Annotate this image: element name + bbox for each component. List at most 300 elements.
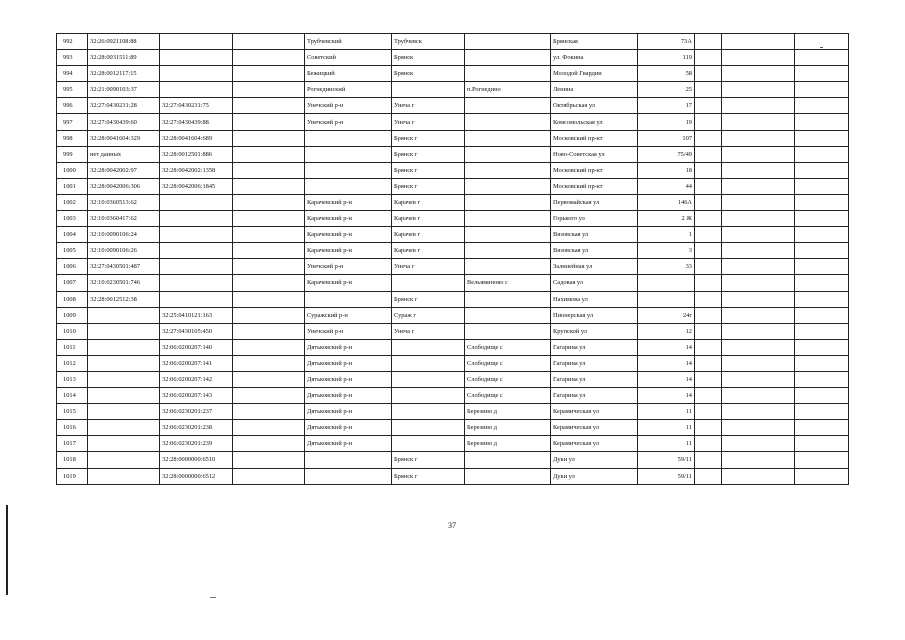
district-cell: Рогнединский: [305, 82, 392, 98]
table-row: [57, 468, 849, 484]
table-row: [57, 130, 849, 146]
cadastral-number-cell: [88, 388, 160, 404]
building-cadastral-number-cell: 32:27:0430105:450: [160, 323, 233, 339]
empty-cell: [795, 371, 849, 387]
district-cell: Унечский р-н: [305, 323, 392, 339]
empty-cell: [795, 66, 849, 82]
registry-body: [57, 34, 849, 485]
house-number-cell: 59/11: [638, 452, 695, 468]
house-number-cell: 18: [638, 162, 695, 178]
district-cell: [305, 178, 392, 194]
empty-cell: [233, 420, 305, 436]
table-row: [57, 243, 849, 259]
empty-cell: [233, 194, 305, 210]
empty-cell: [722, 291, 795, 307]
building-cadastral-number-cell: 32:28:0000000:6512: [160, 468, 233, 484]
empty-cell: [233, 355, 305, 371]
table-row: [57, 178, 849, 194]
house-number-cell: 25: [638, 82, 695, 98]
district-cell: Дятьковский р-н: [305, 420, 392, 436]
empty-cell: [795, 130, 849, 146]
cadastral-number-cell: 32:27:0430231:28: [88, 98, 160, 114]
settlement-cell: [465, 130, 551, 146]
street-cell: Садовая ул: [551, 275, 638, 291]
house-number-cell: 44: [638, 178, 695, 194]
scan-artifact-dot: [210, 597, 216, 598]
empty-cell: [722, 388, 795, 404]
empty-cell: [233, 275, 305, 291]
empty-cell: [233, 468, 305, 484]
cadastral-number-cell: 32:10:0090106:24: [88, 227, 160, 243]
city-cell: [392, 275, 465, 291]
cadastral-number-cell: 32:10:0230501:746: [88, 275, 160, 291]
empty-cell: [695, 130, 722, 146]
empty-cell: [695, 259, 722, 275]
row-number-cell: 1015: [57, 404, 88, 420]
row-number-cell: 999: [57, 146, 88, 162]
settlement-cell: [465, 291, 551, 307]
empty-cell: [722, 66, 795, 82]
street-cell: Комсомольская ул: [551, 114, 638, 130]
city-cell: Брянск г: [392, 468, 465, 484]
district-cell: Дятьковский р-н: [305, 404, 392, 420]
empty-cell: [795, 468, 849, 484]
empty-cell: [233, 114, 305, 130]
empty-cell: [233, 178, 305, 194]
house-number-cell: 1: [638, 227, 695, 243]
empty-cell: [233, 211, 305, 227]
building-cadastral-number-cell: [160, 82, 233, 98]
empty-cell: [233, 388, 305, 404]
empty-cell: [233, 452, 305, 468]
cadastral-number-cell: 32:10:0360513:62: [88, 194, 160, 210]
cadastral-number-cell: [88, 339, 160, 355]
empty-cell: [795, 452, 849, 468]
empty-cell: [695, 194, 722, 210]
table-row: [57, 307, 849, 323]
settlement-cell: [465, 211, 551, 227]
district-cell: Бежицкий: [305, 66, 392, 82]
table-row: [57, 66, 849, 82]
row-number-cell: 1014: [57, 388, 88, 404]
empty-cell: [722, 355, 795, 371]
table-row: [57, 146, 849, 162]
building-cadastral-number-cell: 32:25:0410121:163: [160, 307, 233, 323]
row-number-cell: 995: [57, 82, 88, 98]
row-number-cell: 1017: [57, 436, 88, 452]
empty-cell: [722, 307, 795, 323]
empty-cell: [695, 146, 722, 162]
empty-cell: [722, 211, 795, 227]
cadastral-number-cell: 32:28:0041604:329: [88, 130, 160, 146]
property-registry-table: [56, 33, 849, 485]
city-cell: [392, 355, 465, 371]
building-cadastral-number-cell: 32:28:0012501:886: [160, 146, 233, 162]
settlement-cell: Слободище с: [465, 371, 551, 387]
empty-cell: [795, 194, 849, 210]
empty-cell: [233, 339, 305, 355]
district-cell: Советский: [305, 50, 392, 66]
district-cell: Дятьковский р-н: [305, 371, 392, 387]
empty-cell: [795, 323, 849, 339]
house-number-cell: 14: [638, 371, 695, 387]
empty-cell: [795, 50, 849, 66]
empty-cell: [695, 34, 722, 50]
empty-cell: [795, 291, 849, 307]
empty-cell: [695, 404, 722, 420]
table-row: [57, 452, 849, 468]
cadastral-number-cell: [88, 420, 160, 436]
settlement-cell: [465, 259, 551, 275]
building-cadastral-number-cell: 32:28:0042002:1358: [160, 162, 233, 178]
district-cell: Карачевский р-н: [305, 275, 392, 291]
row-number-cell: 1002: [57, 194, 88, 210]
table-row: [57, 420, 849, 436]
building-cadastral-number-cell: 32:27:0430231:75: [160, 98, 233, 114]
empty-cell: [795, 404, 849, 420]
empty-cell: [795, 82, 849, 98]
empty-cell: [695, 291, 722, 307]
row-number-cell: 1012: [57, 355, 88, 371]
district-cell: Унечский р-н: [305, 98, 392, 114]
district-cell: [305, 468, 392, 484]
empty-cell: [795, 211, 849, 227]
empty-cell: [233, 82, 305, 98]
settlement-cell: [465, 66, 551, 82]
row-number-cell: 1009: [57, 307, 88, 323]
district-cell: Карачевский р-н: [305, 194, 392, 210]
house-number-cell: 14: [638, 355, 695, 371]
table-row: [57, 50, 849, 66]
row-number-cell: 993: [57, 50, 88, 66]
house-number-cell: 33: [638, 259, 695, 275]
empty-cell: [795, 178, 849, 194]
building-cadastral-number-cell: [160, 194, 233, 210]
empty-cell: [695, 82, 722, 98]
empty-cell: [695, 227, 722, 243]
city-cell: Брянск г: [392, 130, 465, 146]
building-cadastral-number-cell: 32:06:0200207:143: [160, 388, 233, 404]
row-number-cell: 1010: [57, 323, 88, 339]
empty-cell: [695, 162, 722, 178]
empty-cell: [722, 227, 795, 243]
street-cell: Московский пр-кт: [551, 130, 638, 146]
empty-cell: [695, 66, 722, 82]
city-cell: Унеча г: [392, 98, 465, 114]
empty-cell: [695, 307, 722, 323]
empty-cell: [695, 355, 722, 371]
empty-cell: [695, 388, 722, 404]
house-number-cell: 14: [638, 388, 695, 404]
settlement-cell: [465, 227, 551, 243]
district-cell: Дятьковский р-н: [305, 388, 392, 404]
empty-cell: [233, 98, 305, 114]
settlement-cell: [465, 98, 551, 114]
cadastral-number-cell: 32:27:0430501:487: [88, 259, 160, 275]
house-number-cell: 119: [638, 50, 695, 66]
city-cell: Брянск: [392, 66, 465, 82]
empty-cell: [695, 436, 722, 452]
empty-cell: [233, 130, 305, 146]
district-cell: Унечский р-н: [305, 114, 392, 130]
empty-cell: [722, 146, 795, 162]
row-number-cell: 994: [57, 66, 88, 82]
row-number-cell: 997: [57, 114, 88, 130]
settlement-cell: Березино д: [465, 436, 551, 452]
building-cadastral-number-cell: 32:06:0200207:141: [160, 355, 233, 371]
empty-cell: [795, 275, 849, 291]
settlement-cell: Слободище с: [465, 339, 551, 355]
house-number-cell: 11: [638, 436, 695, 452]
empty-cell: [722, 468, 795, 484]
building-cadastral-number-cell: [160, 50, 233, 66]
empty-cell: [795, 307, 849, 323]
empty-cell: [695, 420, 722, 436]
settlement-cell: Березино д: [465, 404, 551, 420]
empty-cell: [695, 452, 722, 468]
row-number-cell: 1019: [57, 468, 88, 484]
settlement-cell: [465, 34, 551, 50]
settlement-cell: [465, 146, 551, 162]
house-number-cell: 59/11: [638, 468, 695, 484]
cadastral-number-cell: 32:28:0042006:306: [88, 178, 160, 194]
district-cell: [305, 452, 392, 468]
house-number-cell: 11: [638, 420, 695, 436]
cadastral-number-cell: [88, 307, 160, 323]
cadastral-number-cell: [88, 371, 160, 387]
city-cell: [392, 371, 465, 387]
empty-cell: [722, 436, 795, 452]
city-cell: Брянск г: [392, 162, 465, 178]
district-cell: [305, 130, 392, 146]
building-cadastral-number-cell: 32:06:0230201:239: [160, 436, 233, 452]
empty-cell: [233, 436, 305, 452]
street-cell: Дуки ул: [551, 468, 638, 484]
settlement-cell: [465, 307, 551, 323]
street-cell: Гагарина ул: [551, 339, 638, 355]
house-number-cell: 2 Ж: [638, 211, 695, 227]
house-number-cell: 58: [638, 66, 695, 82]
city-cell: Карачев г: [392, 243, 465, 259]
empty-cell: [722, 275, 795, 291]
row-number-cell: 1000: [57, 162, 88, 178]
district-cell: Дятьковский р-н: [305, 436, 392, 452]
empty-cell: [233, 162, 305, 178]
house-number-cell: 3: [638, 243, 695, 259]
empty-cell: [795, 355, 849, 371]
table-row: [57, 211, 849, 227]
empty-cell: [722, 404, 795, 420]
cadastral-number-cell: 32:10:0090106:26: [88, 243, 160, 259]
row-number-cell: 998: [57, 130, 88, 146]
street-cell: Керамическая ул: [551, 436, 638, 452]
empty-cell: [722, 82, 795, 98]
cadastral-number-cell: [88, 436, 160, 452]
empty-cell: [695, 50, 722, 66]
street-cell: Молодой Гвардии: [551, 66, 638, 82]
settlement-cell: [465, 452, 551, 468]
district-cell: [305, 162, 392, 178]
cadastral-number-cell: 32:28:0031511:89: [88, 50, 160, 66]
cadastral-number-cell: 32:28:0012117:15: [88, 66, 160, 82]
building-cadastral-number-cell: [160, 291, 233, 307]
empty-cell: [233, 371, 305, 387]
street-cell: Гагарина ул: [551, 371, 638, 387]
street-cell: Залинейная ул: [551, 259, 638, 275]
street-cell: Гагарина ул: [551, 355, 638, 371]
street-cell: Первомайская ул: [551, 194, 638, 210]
empty-cell: [722, 259, 795, 275]
settlement-cell: Слободище с: [465, 388, 551, 404]
row-number-cell: 1008: [57, 291, 88, 307]
table-row: [57, 34, 849, 50]
empty-cell: [233, 66, 305, 82]
district-cell: Карачевский р-н: [305, 211, 392, 227]
empty-cell: [795, 162, 849, 178]
city-cell: Карачев г: [392, 194, 465, 210]
city-cell: [392, 339, 465, 355]
city-cell: Унеча г: [392, 114, 465, 130]
scan-artifact-tick: [820, 47, 823, 48]
cadastral-number-cell: 32:28:0012512:38: [88, 291, 160, 307]
street-cell: Гагарина ул: [551, 388, 638, 404]
empty-cell: [233, 291, 305, 307]
district-cell: Трубчевский: [305, 34, 392, 50]
table-row: [57, 436, 849, 452]
empty-cell: [795, 227, 849, 243]
row-number-cell: 1018: [57, 452, 88, 468]
house-number-cell: 11: [638, 404, 695, 420]
empty-cell: [233, 50, 305, 66]
empty-cell: [722, 130, 795, 146]
city-cell: [392, 82, 465, 98]
building-cadastral-number-cell: 32:27:0430439:88: [160, 114, 233, 130]
table-row: [57, 371, 849, 387]
row-number-cell: 1006: [57, 259, 88, 275]
row-number-cell: 1004: [57, 227, 88, 243]
district-cell: Карачевский р-н: [305, 243, 392, 259]
house-number-cell: 146А: [638, 194, 695, 210]
city-cell: [392, 388, 465, 404]
building-cadastral-number-cell: 32:06:0200207:140: [160, 339, 233, 355]
house-number-cell: [638, 275, 695, 291]
street-cell: ул. Фокина: [551, 50, 638, 66]
empty-cell: [722, 98, 795, 114]
cadastral-number-cell: 32:21:0090103:37: [88, 82, 160, 98]
table-row: [57, 275, 849, 291]
empty-cell: [233, 323, 305, 339]
empty-cell: [695, 323, 722, 339]
street-cell: Брянская: [551, 34, 638, 50]
street-cell: Керамическая ул: [551, 404, 638, 420]
empty-cell: [795, 259, 849, 275]
city-cell: [392, 420, 465, 436]
empty-cell: [233, 227, 305, 243]
cadastral-number-cell: [88, 468, 160, 484]
table-row: [57, 194, 849, 210]
settlement-cell: Слободище с: [465, 355, 551, 371]
row-number-cell: 996: [57, 98, 88, 114]
empty-cell: [722, 323, 795, 339]
cadastral-number-cell: 32:26:0921108:88: [88, 34, 160, 50]
empty-cell: [795, 114, 849, 130]
city-cell: Унеча г: [392, 259, 465, 275]
empty-cell: [695, 114, 722, 130]
empty-cell: [695, 339, 722, 355]
city-cell: Сураж г: [392, 307, 465, 323]
empty-cell: [722, 50, 795, 66]
building-cadastral-number-cell: 32:28:0000000:6510: [160, 452, 233, 468]
district-cell: Суражский р-н: [305, 307, 392, 323]
house-number-cell: 75/49: [638, 146, 695, 162]
street-cell: Пионерская ул: [551, 307, 638, 323]
table-row: [57, 355, 849, 371]
table-row: [57, 388, 849, 404]
page-number: 37: [448, 521, 456, 530]
empty-cell: [722, 452, 795, 468]
district-cell: [305, 146, 392, 162]
settlement-cell: п.Рогнедино: [465, 82, 551, 98]
empty-cell: [722, 162, 795, 178]
street-cell: Дуки ул: [551, 452, 638, 468]
street-cell: Ново-Советская ул: [551, 146, 638, 162]
table-row: [57, 404, 849, 420]
cadastral-number-cell: [88, 355, 160, 371]
empty-cell: [233, 34, 305, 50]
empty-cell: [722, 114, 795, 130]
building-cadastral-number-cell: [160, 34, 233, 50]
street-cell: Октябрьская ул: [551, 98, 638, 114]
table-row: [57, 162, 849, 178]
district-cell: [305, 291, 392, 307]
house-number-cell: 73А: [638, 34, 695, 50]
row-number-cell: 1013: [57, 371, 88, 387]
row-number-cell: 1007: [57, 275, 88, 291]
street-cell: Московский пр-кт: [551, 162, 638, 178]
empty-cell: [695, 211, 722, 227]
city-cell: Брянск г: [392, 146, 465, 162]
empty-cell: [795, 339, 849, 355]
city-cell: Брянск г: [392, 291, 465, 307]
settlement-cell: [465, 243, 551, 259]
city-cell: [392, 404, 465, 420]
settlement-cell: Вельяминово с: [465, 275, 551, 291]
empty-cell: [233, 404, 305, 420]
row-number-cell: 1001: [57, 178, 88, 194]
city-cell: Брянск г: [392, 452, 465, 468]
building-cadastral-number-cell: 32:28:0041604:689: [160, 130, 233, 146]
settlement-cell: [465, 162, 551, 178]
settlement-cell: [465, 178, 551, 194]
row-number-cell: 1016: [57, 420, 88, 436]
row-number-cell: 992: [57, 34, 88, 50]
scan-edge-mark: [6, 505, 8, 595]
street-cell: Нахимова ул: [551, 291, 638, 307]
cadastral-number-cell: нет данных: [88, 146, 160, 162]
street-cell: Ленина: [551, 82, 638, 98]
row-number-cell: 1005: [57, 243, 88, 259]
empty-cell: [795, 388, 849, 404]
building-cadastral-number-cell: 32:06:0200207:142: [160, 371, 233, 387]
cadastral-number-cell: 32:28:0042002:97: [88, 162, 160, 178]
cadastral-number-cell: 32:27:0430439:60: [88, 114, 160, 130]
building-cadastral-number-cell: [160, 243, 233, 259]
street-cell: Горького ул: [551, 211, 638, 227]
city-cell: Карачев г: [392, 227, 465, 243]
settlement-cell: [465, 323, 551, 339]
building-cadastral-number-cell: [160, 66, 233, 82]
row-number-cell: 1011: [57, 339, 88, 355]
